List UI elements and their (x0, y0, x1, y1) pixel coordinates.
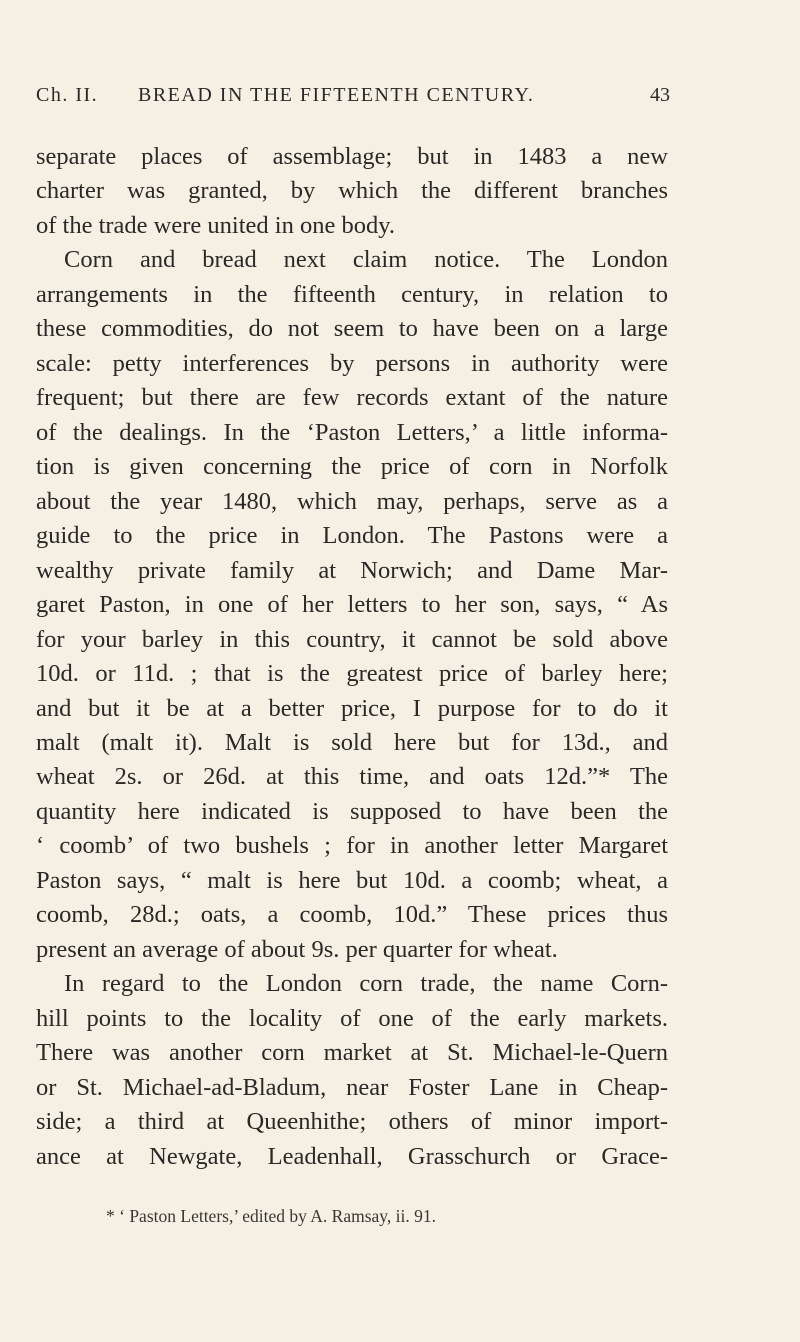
text-line: or St. Michael-ad-Bladum, near Foster Lane in Cheap- (36, 1073, 668, 1101)
text-line: guide to the price in London. The Pastons were a (36, 522, 668, 550)
text-line: tion is given concerning the price of corn in Norfolk (36, 453, 668, 481)
text-line: ance at Newgate, Leadenhall, Grasschurch or Grace- (36, 1142, 668, 1170)
text-line: charter was granted, by which the different branches (36, 177, 668, 205)
text-line: In regard to the London corn trade, the name Corn- (64, 970, 668, 998)
text-line: about the year 1480, which may, perhaps, serve as a (36, 487, 668, 515)
text-line: separate places of assemblage; but in 1483 a new (36, 143, 668, 170)
text-line: scale: petty interferences by persons in authority were (36, 349, 668, 377)
text-line: There was another corn market at St. Michael-le-Quern (36, 1039, 668, 1067)
body-text (36, 140, 668, 1174)
text-line: these commodities, do not seem to have been on a large (36, 315, 668, 343)
text-line: hill points to the locality of one of the early markets. (36, 1004, 668, 1032)
text-line: wheat 2s. or 26d. at this time, and oats 12d.”* The (36, 763, 668, 791)
text-line: Paston says, “ malt is here but 10d. a coomb; wheat, a (36, 866, 668, 894)
text-line: garet Paston, in one of her letters to her son, says, “ As (36, 591, 668, 619)
text-line: frequent; but there are few records extant of the nature (36, 384, 668, 412)
chapter-label: Ch. II. (36, 84, 99, 106)
text-line: of the dealings. In the ‘Paston Letters,’ a little informa- (36, 418, 668, 446)
text-line: coomb, 28d.; oats, a coomb, 10d.” These prices thus (36, 901, 668, 929)
footnote: * ‘ Paston Letters,’ edited by A. Ramsay, ii. 91. (106, 1206, 437, 1226)
text-line: and but it be at a better price, I purpose for to do it (36, 694, 668, 722)
text-line: quantity here indicated is supposed to have been the (36, 797, 668, 825)
text-line: side; a third at Queenhithe; others of minor import- (36, 1108, 668, 1136)
text-line: present an average of about 9s. per quarter for wheat. (36, 935, 558, 963)
text-line: wealthy private family at Norwich; and Dame Mar- (36, 556, 668, 584)
text-line: 10d. or 11d. ; that is the greatest price of barley here; (36, 660, 668, 688)
text-line: of the trade were united in one body. (36, 211, 395, 239)
page-number: 43 (650, 84, 670, 106)
text-line: ‘ coomb’ of two bushels ; for in another letter Margaret (36, 832, 668, 860)
running-header (36, 84, 670, 116)
text-line: for your barley in this country, it cannot be sold above (36, 625, 668, 653)
running-title: BREAD IN THE FIFTEENTH CENTURY. (138, 84, 535, 106)
text-line: Corn and bread next claim notice. The London (64, 246, 668, 274)
text-line: arrangements in the fifteenth century, in relation to (36, 280, 668, 308)
text-line: malt (malt it). Malt is sold here but for 13d., and (36, 728, 668, 756)
